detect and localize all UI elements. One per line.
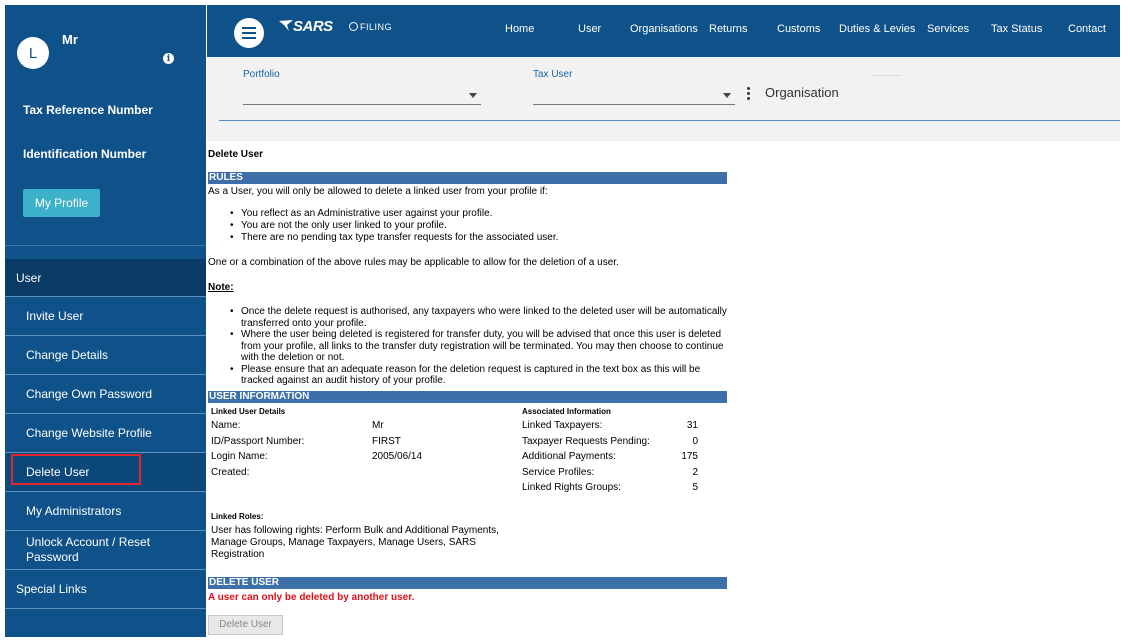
- sidebar-item-special-links[interactable]: Special Links: [5, 570, 206, 609]
- portfolio-select[interactable]: [243, 87, 481, 105]
- assoc-additional-payments-value: 175: [681, 451, 698, 463]
- tax-user-label: Tax User: [533, 69, 573, 80]
- delete-user-header: DELETE USER: [208, 577, 727, 589]
- assoc-service-profiles-label: Service Profiles:: [522, 466, 595, 478]
- efiling-logo[interactable]: [349, 22, 392, 32]
- sidebar-item-delete-user-label: Delete User: [26, 465, 90, 479]
- identification-label: Identification Number: [23, 147, 147, 161]
- assoc-linked-taxpayers-label: Linked Taxpayers:: [522, 420, 603, 431]
- sidebar: [5, 5, 206, 637]
- field-login-label: Login Name:: [211, 451, 268, 463]
- assoc-service-profiles-value: 2: [692, 466, 698, 478]
- more-options-icon[interactable]: [747, 87, 750, 100]
- organisation-label[interactable]: Organisation: [765, 85, 839, 100]
- associated-information-label: Associated Information: [522, 407, 611, 416]
- organisation-underline: [871, 75, 901, 76]
- user-fields-values: [372, 418, 422, 465]
- field-name-value: Mr: [372, 420, 384, 431]
- note-item: • Where the user being deleted is registered for transfer duty, you will be advised that once this user is deleted from your profile, all links to the transfer duty registration will be terminated. You may then choose to continue with the deletion or not.: [228, 329, 728, 364]
- rules-intro: As a User, you will only be allowed to delete a linked user from your profile if:: [208, 186, 548, 197]
- nav-customs[interactable]: Customs: [777, 23, 821, 35]
- user-information-header: USER INFORMATION: [208, 391, 727, 403]
- nav-contact[interactable]: Contact: [1068, 23, 1106, 35]
- sidebar-item-change-own-password[interactable]: Change Own Password: [5, 375, 206, 414]
- filter-divider: [219, 120, 1120, 121]
- avatar[interactable]: L: [17, 37, 49, 69]
- my-profile-button[interactable]: My Profile: [23, 189, 100, 217]
- rules-footer: One or a combination of the above rules may be applicable to allow for the deletion of a user.: [208, 257, 619, 268]
- sidebar-item-delete-user[interactable]: [5, 453, 206, 492]
- assoc-fields-values: [668, 418, 698, 496]
- sidebar-item-my-administrators[interactable]: My Administrators: [5, 492, 206, 531]
- field-created-label: Created:: [211, 466, 250, 478]
- page-title: Delete User: [208, 149, 264, 160]
- sidebar-section-user[interactable]: User: [5, 259, 206, 297]
- sidebar-item-invite-user[interactable]: Invite User: [5, 297, 206, 336]
- rule-item: • You are not the only user linked to your profile.: [228, 220, 558, 232]
- assoc-linked-taxpayers-value: 31: [686, 420, 698, 431]
- user-fields-labels: [211, 418, 304, 480]
- sidebar-item-change-details[interactable]: Change Details: [5, 336, 206, 375]
- sidebar-item-change-website-profile[interactable]: Change Website Profile: [5, 414, 206, 453]
- hamburger-menu-icon[interactable]: [234, 18, 264, 48]
- sars-bird-icon: [279, 20, 293, 32]
- nav-user[interactable]: User: [578, 23, 602, 35]
- rules-list: [228, 208, 558, 244]
- chevron-down-icon: [469, 93, 477, 98]
- nav-duties-levies[interactable]: Duties & Levies: [839, 23, 916, 35]
- assoc-requests-pending-value: 0: [692, 435, 698, 447]
- assoc-linked-rights-groups-label: Linked Rights Groups:: [522, 482, 621, 494]
- tax-reference-label: Tax Reference Number: [23, 103, 153, 117]
- portfolio-label: Portfolio: [243, 69, 280, 80]
- linked-roles-text: User has following rights: Perform Bulk and Additional Payments, Manage Groups, Manage Taxpayers, Manage Users, SARS Registration: [211, 525, 499, 560]
- sidebar-item-unlock-account[interactable]: Unlock Account / Reset Password: [5, 531, 206, 570]
- linked-user-details-label: Linked User Details: [211, 407, 286, 416]
- field-name-label: Name:: [211, 420, 241, 431]
- nav-organisations[interactable]: Organisations: [630, 23, 698, 35]
- note-label: Note:: [208, 282, 234, 293]
- note-item: • Once the delete request is authorised, any taxpayers who were linked to the deleted user will be automatically transferred onto your profile.: [228, 306, 728, 329]
- nav-services[interactable]: Services: [927, 23, 970, 35]
- sidebar-divider: [5, 245, 206, 246]
- notes-list: [228, 306, 728, 387]
- delete-user-button[interactable]: Delete User: [208, 615, 283, 635]
- e-circle-icon: [349, 22, 358, 31]
- sidebar-nav: [5, 259, 206, 609]
- tax-user-select[interactable]: [533, 87, 735, 105]
- rule-item: • You reflect as an Administrative user against your profile.: [228, 208, 558, 220]
- field-login-value: FIRST: [372, 435, 401, 447]
- delete-warning: A user can only be deleted by another user.: [208, 592, 415, 603]
- linked-roles-label: Linked Roles:: [211, 512, 264, 521]
- assoc-additional-payments-label: Additional Payments:: [522, 451, 616, 463]
- field-created-value: 2005/06/14: [372, 451, 423, 463]
- info-icon[interactable]: i: [163, 53, 174, 64]
- assoc-requests-pending-label: Taxpayer Requests Pending:: [522, 435, 650, 447]
- note-item: • Please ensure that an adequate reason for the deletion request is captured in the text box as this will be tracked against an audit history of your profile.: [228, 364, 728, 387]
- assoc-linked-rights-groups-value: 5: [692, 482, 698, 494]
- filing-text: FILING: [360, 22, 393, 32]
- assoc-fields-labels: [522, 418, 650, 496]
- nav-home[interactable]: Home: [505, 23, 535, 35]
- highlight-box: [11, 454, 141, 485]
- rule-item: • There are no pending tax type transfer requests for the associated user.: [228, 232, 558, 244]
- sars-logo[interactable]: [279, 18, 333, 35]
- nav-returns[interactable]: Returns: [709, 23, 748, 35]
- nav-tax-status[interactable]: Tax Status: [991, 23, 1043, 35]
- chevron-down-icon: [723, 93, 731, 98]
- rules-header: RULES: [208, 172, 727, 184]
- sars-brand-text: SARS: [293, 18, 333, 35]
- field-id-label: ID/Passport Number:: [211, 435, 305, 447]
- filter-bar: [207, 57, 1120, 141]
- main-content: [208, 141, 1120, 637]
- user-name: Mr: [62, 32, 78, 47]
- top-header: [207, 5, 1120, 57]
